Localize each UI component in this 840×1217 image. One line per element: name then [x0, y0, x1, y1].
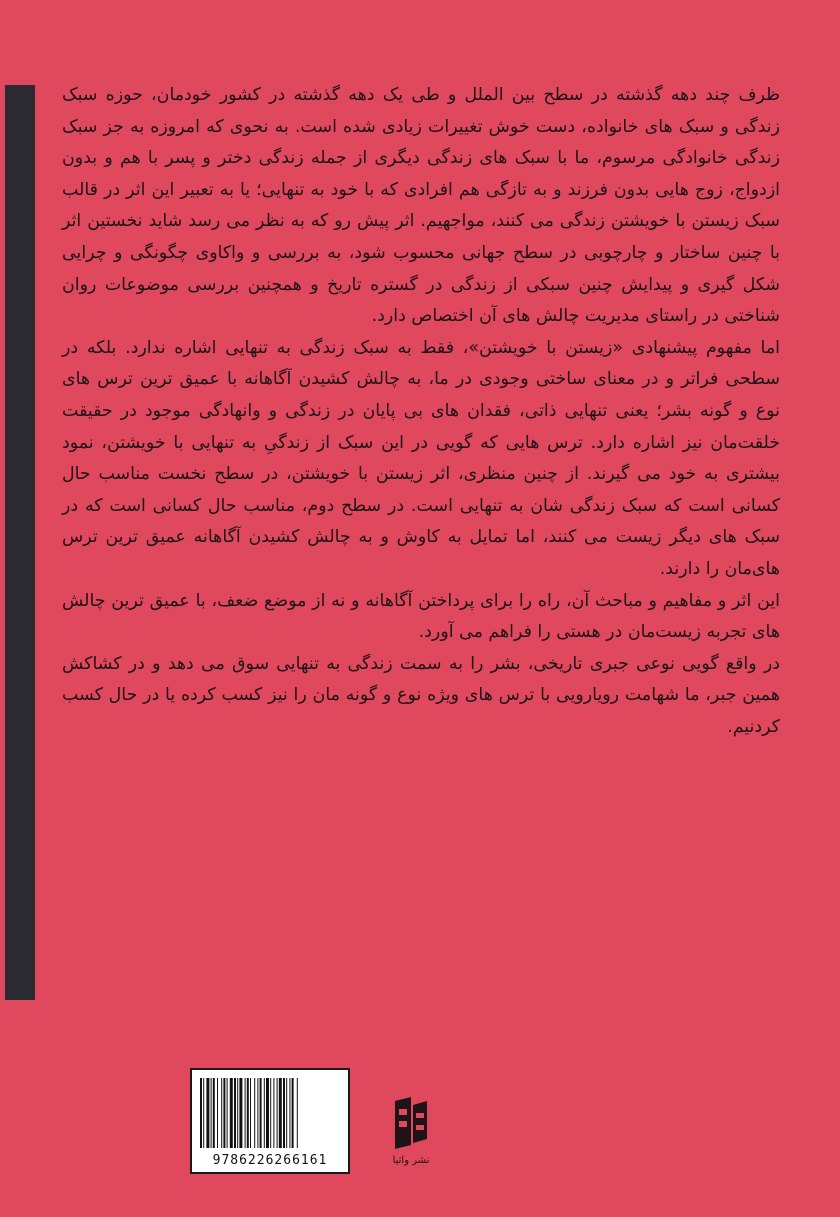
paragraph-3: این اثر و مفاهیم و مباحث آن، راه را برای پرداختن آگاهانه و نه از موضع ضعف، با عمیق ترین چالش های تجربه زیست‌مان در هستی را فراهم می آورد. — [62, 590, 780, 643]
paragraph-1: ظرف چند دهه گذشته در سطح بین الملل و طی یک دهه گذشته در کشور خودمان، حوزه سبک زندگی و سبک های خانواده، دست خوش تغییرات زیادی شده است. به نحوی که امروزه به جز سبک زندگی خانوادگی مرسوم، ما با سبک های زندگی دیگری از جمله زندگی دختر و پسر با هم و بدون ازدواج، زوج هایی بدون فرزند و به تازگی هم افرادی که با خود به تنهایی؛ یا به تعبیر این اثر در قالب سبک زیستن با خویشتن زندگی می کنند، مواجهیم. اثر پیش رو که به نظر می رسد شاید نخستین اثر با چنین ساختار و چارچوبی در سطح جهانی محسوب شود، به بررسی و واکاوی چگونگی و چرایی شکل گیری و پیدایش چنین سبکی از زندگی در گستره تاریخ و همچنین بررسی موضوعات روان شناختی در راستای مدیریت چالش های آن اختصاص دارد. — [62, 85, 780, 327]
isbn-barcode — [190, 1068, 350, 1174]
isbn-number: 9786226266161 — [212, 1153, 328, 1168]
publisher-name: نشر واثیا — [392, 1155, 430, 1166]
publisher-logo — [383, 1095, 439, 1170]
back-cover-text — [62, 80, 780, 743]
paragraph-4: در واقع گویی نوعی جبری تاریخی، بشر را به سمت زندگی به تنهایی سوق می دهد و در کشاکش همین جبر، ما شهامت رویارویی با ترس های ویژه نوع و گونه مان را نیز کسب کرده یا در حال کسب کردنیم. — [62, 653, 780, 737]
publisher-logo-icon — [389, 1095, 433, 1151]
spine-bar — [5, 85, 35, 1000]
paragraph-2: اما مفهوم پیشنهادی «زیستن با خویشتن»، فقط به سبک زندگی به تنهایی اشاره ندارد. بلکه در سطحی فراتر و در معنای ساختی وجودی در ما، به چالش کشیدن آگاهانه با عمیق ترین ترس های نوع و گونه بشر؛ یعنی تنهایی ذاتی، فقدان های بی پایان در زندگی و وانهادگی موجود در حقیقت خلقت‌مان نیز اشاره دارد. ترس هایی که گویی در این سبک از زندگیِ به تنهایی با خویشتن، نمود بیشتری به خود می گیرند. از چنین منظری، اثر زیستن با خویشتن، در سطح نخست مناسب حال کسانی است که سبک زندگی شان به تنهایی است. در سطح دوم، مناسب حال کسانی است که در سبک های دیگر زیست می کنند، اما تمایل به کاوش و به چالش کشیدن آگاهانه عمیق ترین ترس های‌مان را دارند. — [62, 337, 780, 579]
barcode-icon — [200, 1078, 340, 1148]
